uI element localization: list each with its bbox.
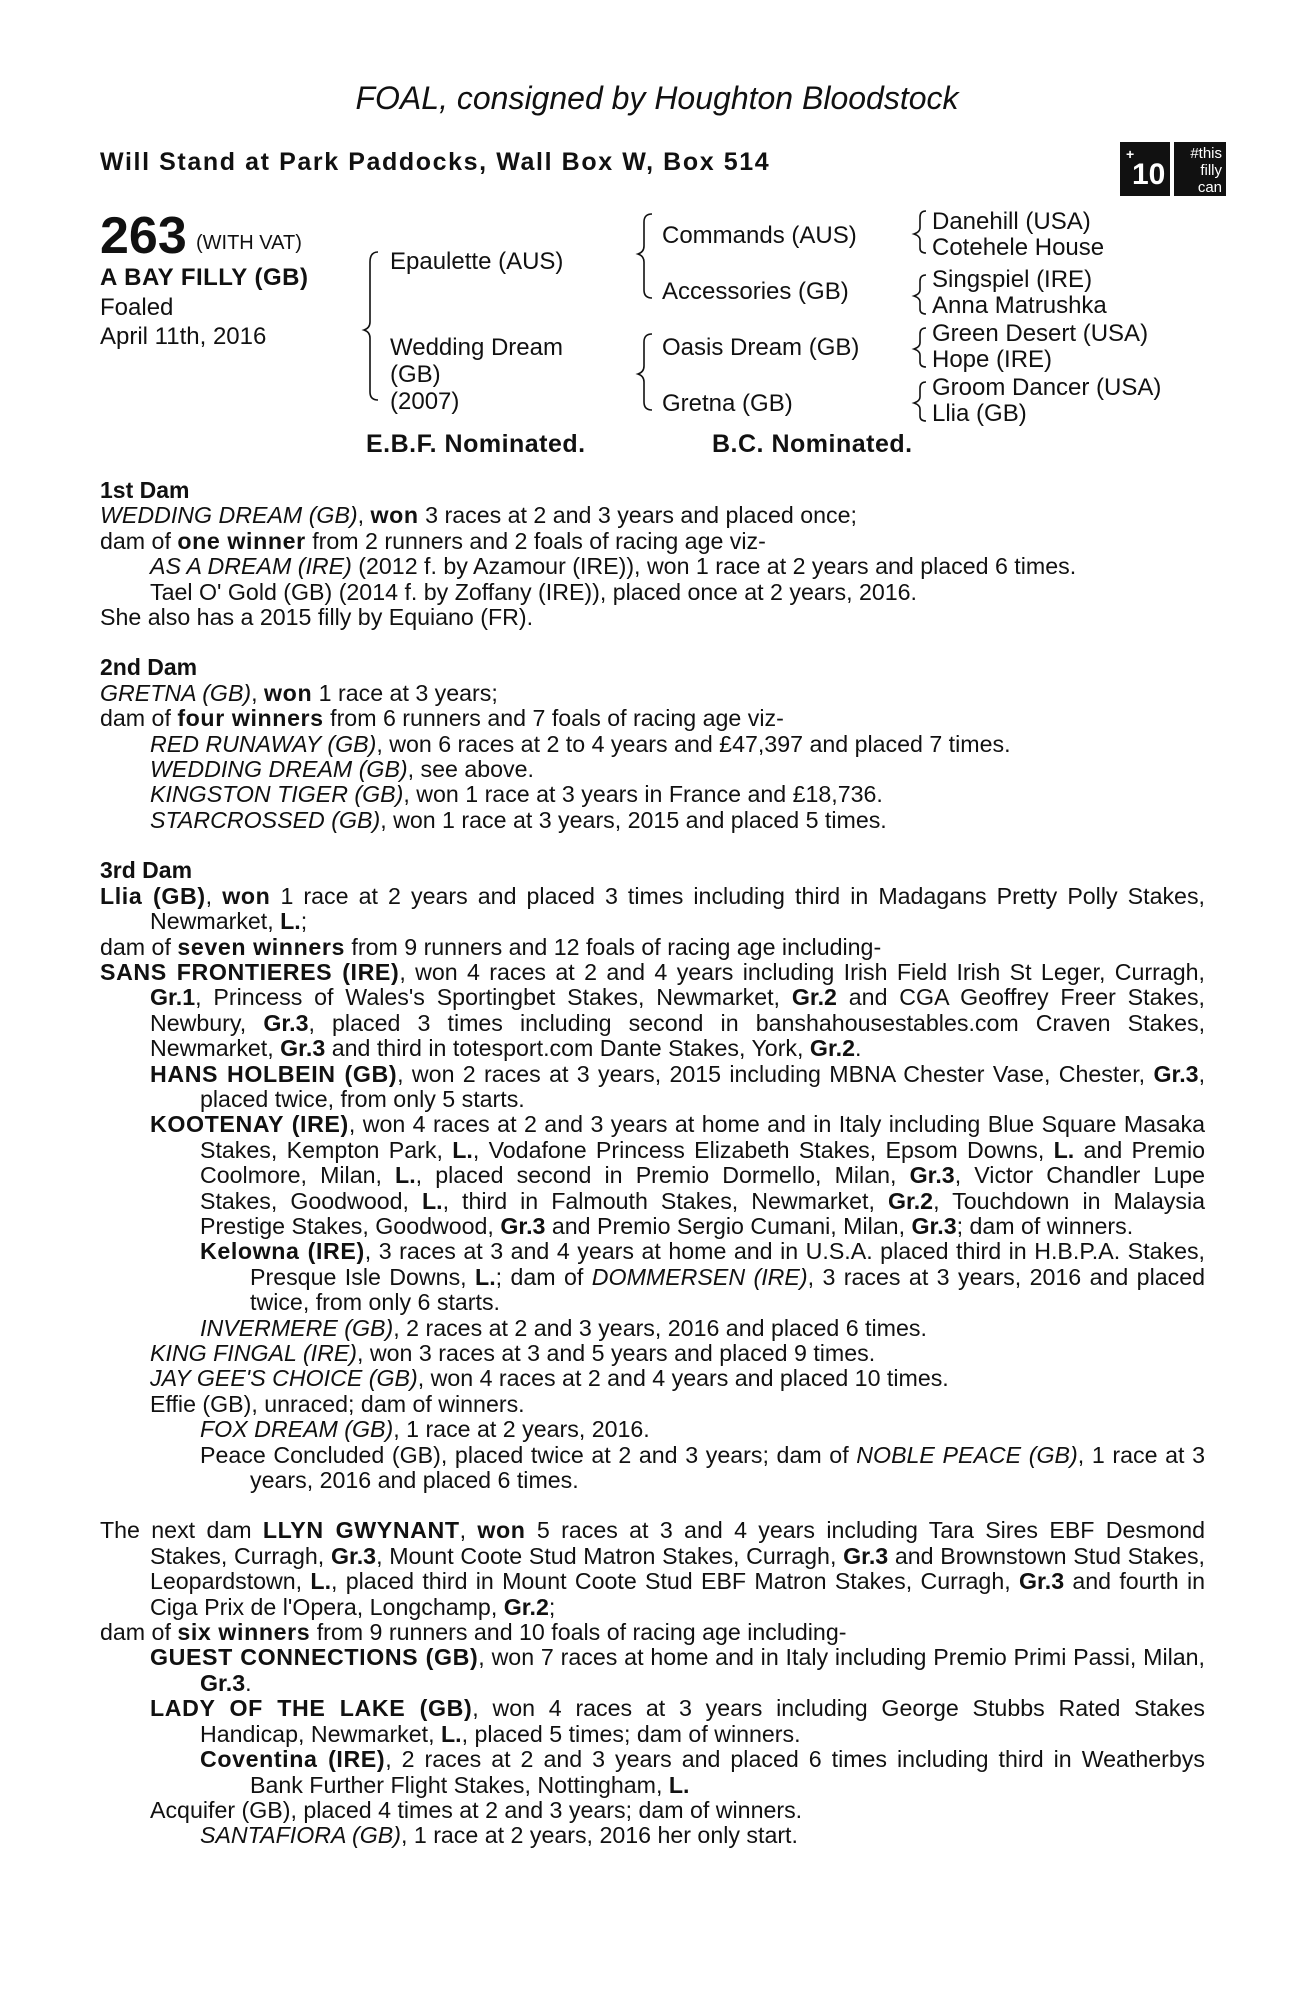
second-dam-foal-3: KINGSTON TIGER (GB), won 1 race at 3 years in France and £18,736. [150,781,883,808]
ebf-nominated: E.B.F. Nominated. [366,430,586,458]
first-dam-foal-2: Tael O' Gold (GB) (2014 f. by Zoffany (IRE)), placed once at 2 years, 2016. [150,578,917,605]
bc-nominated: B.C. Nominated. [712,430,913,458]
kootenay: KOOTENAY (IRE), won 4 races at 2 and 3 years at home and in Italy including Blue Square Masaka Stakes, Kempton Park, L., Vodafone Princess Elizabeth Stakes, Epsom Downs, L. and Premio Coolmore, Milan, L., placed second in Premio Dormello, Milan, Gr.3, Victor Chandler Lupe Stakes, Goodwood, L., third in Falmouth Stakes, Newmarket, Gr.2, Touchdown in Malaysia Prestige Stakes, Goodwood, Gr.3 and Premio Sergio Cumani, Milan, Gr.3; dam of winners. [150,1111,1206,1239]
gen3-5: Green Desert (USA) [932,320,1149,347]
dam-name-line1: Wedding Dream [390,334,563,361]
fox-dream: FOX DREAM (GB), 1 race at 2 years, 2016. [200,1416,650,1443]
horse-name: A BAY FILLY (GB) [100,264,309,291]
lot-number: 263 [100,207,187,265]
produce-record [100,478,1205,1849]
badge-text-2: filly [1200,162,1222,179]
catalogue-heading: FOAL, consigned by Houghton Bloodstock [355,80,959,116]
invermere: INVERMERE (GB), 2 races at 2 and 3 years, 2016 and placed 6 times. [200,1314,927,1341]
sire-dam: Accessories (GB) [662,278,849,305]
hans-holbein: HANS HOLBEIN (GB), won 2 races at 3 years, 2015 including MBNA Chester Vase, Chester, Gr.3, placed twice, from only 5 starts. [150,1060,1206,1112]
peace-concluded: Peace Concluded (GB), placed twice at 2 and 3 years; dam of NOBLE PEACE (GB), 1 race at 3 years, 2016 and placed 6 times. [200,1441,1205,1494]
badge-text-3: can [1197,179,1222,196]
sans-frontieres: SANS FRONTIERES (IRE), won 4 races at 2 and 4 years including Irish Field Irish St Leger, Curragh, Gr.1, Princess of Wales's Sportingbet Stakes, Newmarket, Gr.2 and CGA Geoffrey Freer Stakes, Newbury, Gr.3, placed 3 times including second in banshahousestables.com Craven Stakes, Newmarket, Gr.3 and third in totesport.com Dante Stakes, York, Gr.2. [100,958,1206,1062]
dam-dam: Gretna (GB) [662,390,793,417]
first-dam-produce: dam of one winner from 2 runners and 2 foals of racing age viz- [100,527,766,554]
vat-label: (WITH VAT) [196,232,302,254]
stand-location: Will Stand at Park Paddocks, Wall Box W, Box 514 [100,148,771,176]
sire-name: Epaulette (AUS) [390,248,564,275]
effie: Effie (GB), unraced; dam of winners. [150,1390,525,1417]
guest-connections: GUEST CONNECTIONS (GB), won 7 races at home and in Italy including Premio Primi Passi, Milan, Gr.3. [150,1644,1205,1696]
dam-foaled-year: (2007) [390,388,460,415]
dam-name-line2: (GB) [390,361,441,388]
dam-sire: Oasis Dream (GB) [662,334,860,361]
svg-text:+: + [1126,146,1135,162]
dam-name [390,334,563,415]
sire-sire: Commands (AUS) [662,222,857,249]
third-dam-produce: dam of seven winners from 9 runners and 12 foals of racing age including- [100,933,882,960]
gen3-8: Llia (GB) [932,400,1027,427]
second-dam-foal-2: WEDDING DREAM (GB), see above. [150,756,534,783]
gen3-4: Anna Matrushka [932,292,1107,319]
second-dam-produce: dam of four winners from 6 runners and 7 foals of racing age viz- [100,705,784,732]
gen3-2: Cotehele House [932,234,1105,261]
second-dam-foal-1: RED RUNAWAY (GB), won 6 races at 2 to 4 years and £47,397 and placed 7 times. [150,730,1011,757]
gen3-7: Groom Dancer (USA) [932,374,1162,401]
first-dam-line: WEDDING DREAM (GB), won 3 races at 2 and 3 years and placed once; [100,502,857,529]
coventina: Coventina (IRE), 2 races at 2 and 3 years and placed 6 times including third in Weatherbys Bank Further Flight Stakes, Nottingham, L. [200,1746,1205,1798]
gen3-3: Singspiel (IRE) [932,266,1093,293]
jay-gees-choice: JAY GEE'S CHOICE (GB), won 4 races at 2 and 4 years and placed 10 times. [150,1365,949,1392]
second-dam-foal-4: STARCROSSED (GB), won 1 race at 3 years, 2015 and placed 5 times. [150,806,887,833]
king-fingal: KING FINGAL (IRE), won 3 races at 3 and 5 years and placed 9 times. [150,1340,876,1366]
next-dam-line: The next dam LLYN GWYNANT, won 5 races at 3 and 4 years including Tara Sires EBF Desmond Stakes, Curragh, Gr.3, Mount Coote Stud Matron Stakes, Curragh, Gr.3 and Brownstown Stud Stakes, Leopardstown, L., placed third in Mount Coote Stud EBF Matron Stakes, Curragh, Gr.3 and fourth in Ciga Prix de l'Opera, Longchamp, Gr.2; [100,1517,1206,1620]
badge-text-1: #this [1190,145,1222,162]
foaled-date: April 11th, 2016 [100,323,267,350]
gen3-1: Danehill (USA) [932,208,1091,235]
first-dam-foal-1: AS A DREAM (IRE) (2012 f. by Azamour (IRE)), won 1 race at 2 years and placed 6 times. [150,553,1077,580]
santafiora: SANTAFIORA (GB), 1 race at 2 years, 2016 her only start. [200,1822,798,1849]
next-dam-produce: dam of six winners from 9 runners and 10 foals of racing age including- [100,1619,847,1646]
badge-number: 10 [1132,158,1166,191]
gen3-6: Hope (IRE) [932,346,1053,373]
second-dam-heading: 2nd Dam [100,654,198,681]
first-dam-heading: 1st Dam [100,477,190,503]
kelowna: Kelowna (IRE), 3 races at 3 and 4 years at home and in U.S.A. placed third in H.B.P.A. Stakes, Presque Isle Downs, L.; dam of DOMMERSEN (IRE), 3 races at 3 years, 2016 and placed twice, from only 6 starts. [200,1238,1206,1316]
second-dam-line: GRETNA (GB), won 1 race at 3 years; [100,679,498,706]
first-dam-note: She also has a 2015 filly by Equiano (FR). [100,604,534,631]
third-dam-heading: 3rd Dam [100,857,193,884]
third-dam-line: Llia (GB), won 1 race at 2 years and placed 3 times including third in Madagans Pretty Polly Stakes, Newmarket, L.; [100,882,1205,935]
acquifer: Acquifer (GB), placed 4 times at 2 and 3 years; dam of winners. [150,1796,803,1823]
foaled-label: Foaled [100,294,174,321]
lady-of-the-lake: LADY OF THE LAKE (GB), won 4 races at 3 years including George Stubbs Rated Stakes Handicap, Newmarket, L., placed 5 times; dam of winners. [150,1695,1205,1747]
